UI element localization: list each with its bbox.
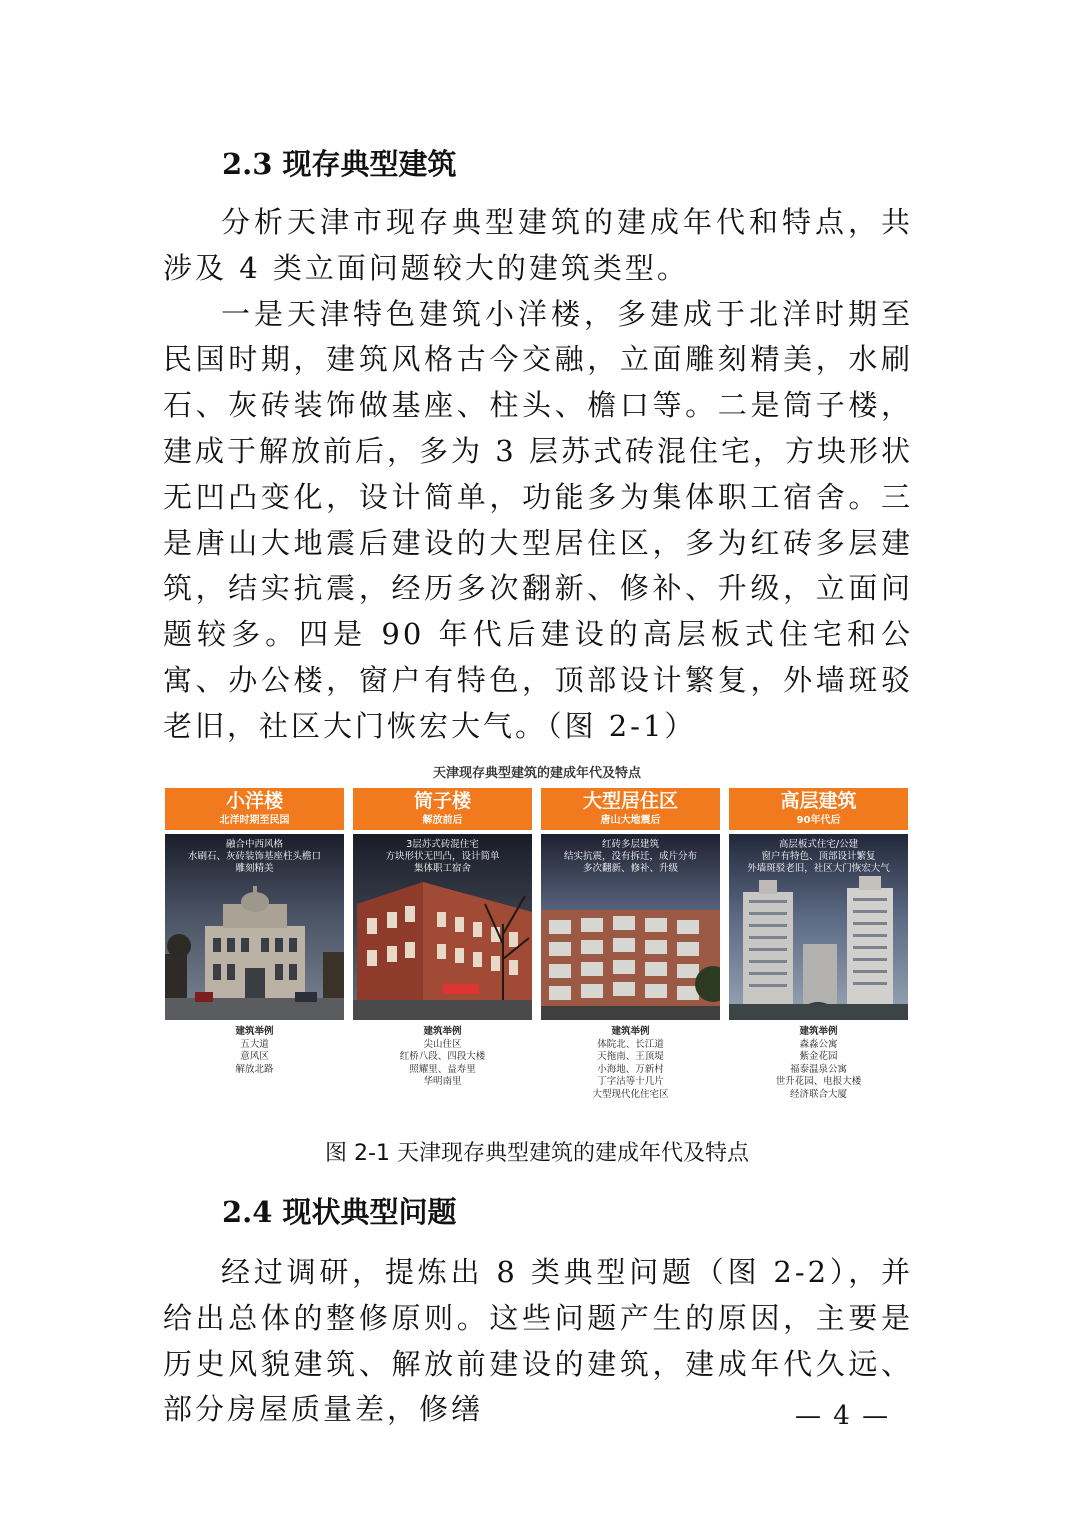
figure-column-high-rise	[729, 788, 908, 1110]
example-item: 意风区	[240, 1051, 269, 1062]
examples-heading: 建筑举例	[611, 1026, 650, 1037]
example-item: 华明南里	[423, 1076, 462, 1087]
paragraph-problems: 经过调研，提炼出 8 类典型问题（图 2-2），并给出总体的整修原则。这些问题产生的原因，主要是历史风貌建筑、解放前建设的建筑，建成年代久远、部分房屋质量差，修缮	[163, 1255, 913, 1427]
section-heading-2-4: 2.4 现状典型问题	[222, 1195, 457, 1229]
column-name: 大型居住区	[582, 790, 678, 812]
desc-line: 结实抗震，没有拆迁，成片分布	[563, 851, 697, 862]
example-item: 天拖南、王顶堤	[597, 1051, 664, 1062]
example-item: 小海地、万新村	[597, 1063, 664, 1075]
paragraph-building-types: 一是天津特色建筑小洋楼，多建成于北洋时期至民国时期，建筑风格古今交融，立面雕刻精美，水刷石、灰砖装饰做基座、柱头、檐口等。二是筒子楼，建成于解放前后，多为 3 层苏式砖混住宅，方块形状无凹凸变化，设计简单，功能多为集体职工宿舍。三是唐山大地震后建设的大型居住区，多为红砖多层建筑，结实抗震，经历多次翻新、修补、升级，立面问题较多。四是 90 年代后建设的高层板式住宅和公寓、办公楼，窗户有特色，顶部设计繁复，外墙斑驳老旧，社区大门恢宏大气。（图 2-1）	[163, 296, 913, 743]
column-header	[165, 788, 344, 830]
figure-column-xiaoyanglou	[165, 788, 344, 1110]
column-description	[541, 839, 720, 875]
desc-line: 3层苏式砖混住宅	[406, 839, 479, 850]
figure-column-residential-district	[541, 788, 720, 1110]
desc-line: 集体职工宿舍	[413, 863, 471, 874]
example-item: 尖山住区	[423, 1038, 462, 1050]
column-examples	[729, 1026, 908, 1101]
example-item: 体院北、长江道	[597, 1038, 664, 1050]
column-header	[729, 788, 908, 830]
example-item: 红桥八段、四段大楼	[399, 1051, 486, 1062]
column-header	[541, 788, 720, 830]
figure-2-1	[165, 762, 909, 1112]
example-item: 福泰温泉公寓	[789, 1063, 847, 1075]
desc-line: 高层板式住宅/公建	[778, 839, 859, 850]
column-name: 筒子楼	[413, 790, 471, 812]
example-item: 五大道	[240, 1038, 269, 1050]
column-era: 90年代后	[796, 815, 841, 826]
column-description	[353, 839, 532, 875]
column-examples	[165, 1026, 344, 1076]
desc-line: 雕刻精美	[235, 863, 274, 874]
example-item: 世升花园、电报大楼	[775, 1076, 862, 1087]
figure-column-tongzilou	[353, 788, 532, 1110]
column-examples	[541, 1026, 720, 1101]
example-item: 森淼公寓	[799, 1038, 838, 1050]
page-number: — 4 —	[795, 1401, 891, 1431]
column-name: 小洋楼	[225, 790, 283, 812]
desc-line: 方块形状无凹凸，设计简单	[385, 851, 500, 862]
paragraph-block-1	[163, 200, 913, 750]
column-era: 解放前后	[422, 815, 463, 826]
desc-line: 窗户有特色、顶部设计繁复	[761, 851, 876, 862]
column-era: 唐山大地震后	[600, 815, 661, 826]
example-item: 照耀里、益寿里	[409, 1063, 476, 1075]
desc-line: 水刷石、灰砖装饰基座柱头檐口	[187, 851, 321, 862]
figure-caption: 图 2-1 天津现存典型建筑的建成年代及特点	[325, 1141, 749, 1166]
examples-heading: 建筑举例	[799, 1026, 838, 1037]
desc-line: 红砖多层建筑	[601, 839, 659, 850]
paragraph-overview: 分析天津市现存典型建筑的建成年代和特点，共涉及 4 类立面问题较大的建筑类型。	[163, 205, 913, 285]
desc-line: 多次翻新、修补、升级	[582, 863, 678, 874]
column-header	[353, 788, 532, 830]
desc-line: 融合中西风格	[225, 839, 283, 850]
example-item: 经济联合大厦	[789, 1088, 847, 1100]
example-item: 大型现代化住宅区	[592, 1088, 669, 1100]
column-description	[165, 839, 344, 875]
column-description	[729, 839, 908, 875]
examples-heading: 建筑举例	[235, 1026, 274, 1037]
examples-heading: 建筑举例	[423, 1026, 462, 1037]
column-examples	[353, 1026, 532, 1089]
column-name: 高层建筑	[780, 790, 857, 812]
example-item: 解放北路	[235, 1063, 274, 1075]
figure-title: 天津现存典型建筑的建成年代及特点	[432, 766, 641, 781]
desc-line: 外墙斑驳老旧，社区大门恢宏大气	[747, 863, 890, 874]
section-heading-2-3: 2.3 现存典型建筑	[222, 147, 457, 181]
example-item: 紫金花园	[799, 1051, 838, 1062]
example-item: 丁字沽等十几片	[597, 1076, 664, 1087]
column-era: 北洋时期至民国	[219, 815, 290, 826]
